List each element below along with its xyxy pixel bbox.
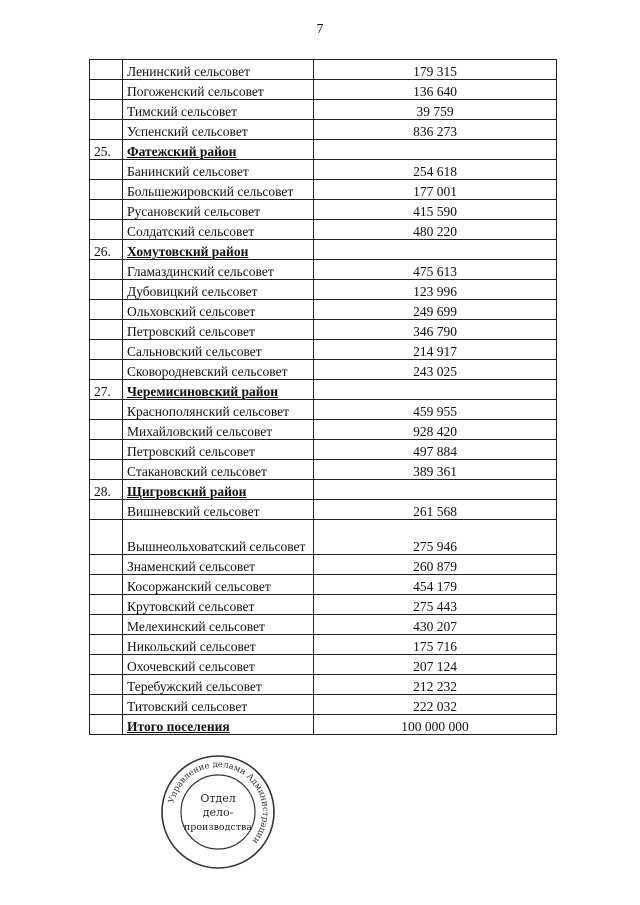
settlement-name: Петровский сельсовет: [123, 440, 314, 460]
row-number: 27.: [90, 380, 123, 400]
district-row: [90, 240, 557, 260]
row-number: [90, 595, 123, 615]
population-value: 480 220: [314, 220, 557, 240]
settlement-name: Косоржанский сельсовет: [123, 575, 314, 595]
table-row: [90, 80, 557, 100]
population-value: 212 232: [314, 675, 557, 695]
population-value: 260 879: [314, 555, 557, 575]
row-number: [90, 520, 123, 555]
population-value: 123 996: [314, 280, 557, 300]
office-stamp: [158, 752, 278, 872]
settlement-name: Щигровский район: [123, 480, 314, 500]
settlement-name: Фатежский район: [123, 140, 314, 160]
population-value: 207 124: [314, 655, 557, 675]
population-value: 497 884: [314, 440, 557, 460]
settlement-name: Вышнеольховатский сельсовет: [123, 520, 314, 555]
settlement-name: Большежировский сельсовет: [123, 180, 314, 200]
settlement-name: Мелехинский сельсовет: [123, 615, 314, 635]
settlement-name: Титовский сельсовет: [123, 695, 314, 715]
row-number: [90, 420, 123, 440]
table-row: [90, 60, 557, 80]
settlement-name: Итого поселения: [123, 715, 314, 735]
row-number: [90, 220, 123, 240]
population-value: 275 443: [314, 595, 557, 615]
population-value: 454 179: [314, 575, 557, 595]
table-row: [90, 320, 557, 340]
row-number: [90, 300, 123, 320]
table-row: [90, 655, 557, 675]
row-number: 28.: [90, 480, 123, 500]
stamp-ring-text: Управление делами Администрации: [166, 759, 271, 846]
settlement-name: Знаменский сельсовет: [123, 555, 314, 575]
table-row: [90, 460, 557, 480]
table-row: [90, 675, 557, 695]
row-number: [90, 120, 123, 140]
table-row: [90, 420, 557, 440]
table-row: [90, 575, 557, 595]
row-number: [90, 575, 123, 595]
population-value: 39 759: [314, 100, 557, 120]
table-row: [90, 280, 557, 300]
district-row: [90, 380, 557, 400]
settlement-name: Вишневский сельсовет: [123, 500, 314, 520]
row-number: [90, 500, 123, 520]
table-row: [90, 100, 557, 120]
total-row: [90, 715, 557, 735]
row-number: [90, 555, 123, 575]
table-row: [90, 635, 557, 655]
row-number: [90, 615, 123, 635]
row-number: [90, 320, 123, 340]
population-value: 475 613: [314, 260, 557, 280]
row-number: [90, 340, 123, 360]
table-row: [90, 120, 557, 140]
settlement-name: Сковородневский сельсовет: [123, 360, 314, 380]
population-value: 214 917: [314, 340, 557, 360]
row-number: [90, 260, 123, 280]
table-body: [90, 60, 557, 735]
row-number: [90, 280, 123, 300]
settlement-name: Краснополянский сельсовет: [123, 400, 314, 420]
population-value: [314, 480, 557, 500]
settlement-name: Успенский сельсовет: [123, 120, 314, 140]
settlements-table: [89, 59, 557, 735]
row-number: [90, 80, 123, 100]
population-value: [314, 380, 557, 400]
population-value: [314, 140, 557, 160]
settlement-name: Теребужский сельсовет: [123, 675, 314, 695]
settlement-name: Хомутовский район: [123, 240, 314, 260]
population-value: 136 640: [314, 80, 557, 100]
page-number: 7: [316, 22, 324, 37]
row-number: 25.: [90, 140, 123, 160]
row-number: [90, 675, 123, 695]
population-value: 928 420: [314, 420, 557, 440]
row-number: 26.: [90, 240, 123, 260]
row-number: [90, 695, 123, 715]
row-number: [90, 440, 123, 460]
stamp-line-2: дело-: [202, 806, 234, 819]
stamp-line-3: производства: [183, 822, 253, 833]
table-row: [90, 500, 557, 520]
settlement-name: Ленинский сельсовет: [123, 60, 314, 80]
table-row: [90, 340, 557, 360]
table-row: [90, 180, 557, 200]
population-value: 177 001: [314, 180, 557, 200]
population-value: 275 946: [314, 520, 557, 555]
table-row: [90, 300, 557, 320]
district-row: [90, 140, 557, 160]
table-row: [90, 220, 557, 240]
population-value: [314, 240, 557, 260]
population-value: 249 699: [314, 300, 557, 320]
settlement-name: Стакановский сельсовет: [123, 460, 314, 480]
table-row: [90, 200, 557, 220]
population-value: 430 207: [314, 615, 557, 635]
row-number: [90, 460, 123, 480]
settlement-name: Петровский сельсовет: [123, 320, 314, 340]
table-row: [90, 440, 557, 460]
row-number: [90, 100, 123, 120]
settlement-name: Крутовский сельсовет: [123, 595, 314, 615]
row-number: [90, 200, 123, 220]
settlement-name: Погоженский сельсовет: [123, 80, 314, 100]
stamp-line-1: Отдел: [200, 792, 236, 805]
table-row: [90, 555, 557, 575]
table-row: [90, 400, 557, 420]
row-number: [90, 715, 123, 735]
settlement-name: Михайловский сельсовет: [123, 420, 314, 440]
row-number: [90, 360, 123, 380]
settlement-name: Сальновский сельсовет: [123, 340, 314, 360]
table-row: [90, 520, 557, 555]
settlement-name: Никольский сельсовет: [123, 635, 314, 655]
settlement-name: Русановский сельсовет: [123, 200, 314, 220]
settlement-name: Гламаздинский сельсовет: [123, 260, 314, 280]
table-row: [90, 260, 557, 280]
row-number: [90, 180, 123, 200]
row-number: [90, 635, 123, 655]
population-value: 254 618: [314, 160, 557, 180]
row-number: [90, 655, 123, 675]
table-row: [90, 695, 557, 715]
row-number: [90, 160, 123, 180]
table-row: [90, 160, 557, 180]
settlement-name: Черемисиновский район: [123, 380, 314, 400]
population-value: 100 000 000: [314, 715, 557, 735]
population-value: 415 590: [314, 200, 557, 220]
settlement-name: Солдатский сельсовет: [123, 220, 314, 240]
table-row: [90, 595, 557, 615]
settlement-name: Дубовицкий сельсовет: [123, 280, 314, 300]
row-number: [90, 60, 123, 80]
population-value: 836 273: [314, 120, 557, 140]
table-row: [90, 615, 557, 635]
population-value: 175 716: [314, 635, 557, 655]
settlement-name: Банинский сельсовет: [123, 160, 314, 180]
table-row: [90, 360, 557, 380]
settlement-name: Ольховский сельсовет: [123, 300, 314, 320]
population-value: 459 955: [314, 400, 557, 420]
population-value: 222 032: [314, 695, 557, 715]
settlement-name: Охочевский сельсовет: [123, 655, 314, 675]
population-value: 261 568: [314, 500, 557, 520]
settlement-name: Тимский сельсовет: [123, 100, 314, 120]
population-value: 179 315: [314, 60, 557, 80]
population-value: 243 025: [314, 360, 557, 380]
district-row: [90, 480, 557, 500]
row-number: [90, 400, 123, 420]
population-value: 389 361: [314, 460, 557, 480]
population-value: 346 790: [314, 320, 557, 340]
